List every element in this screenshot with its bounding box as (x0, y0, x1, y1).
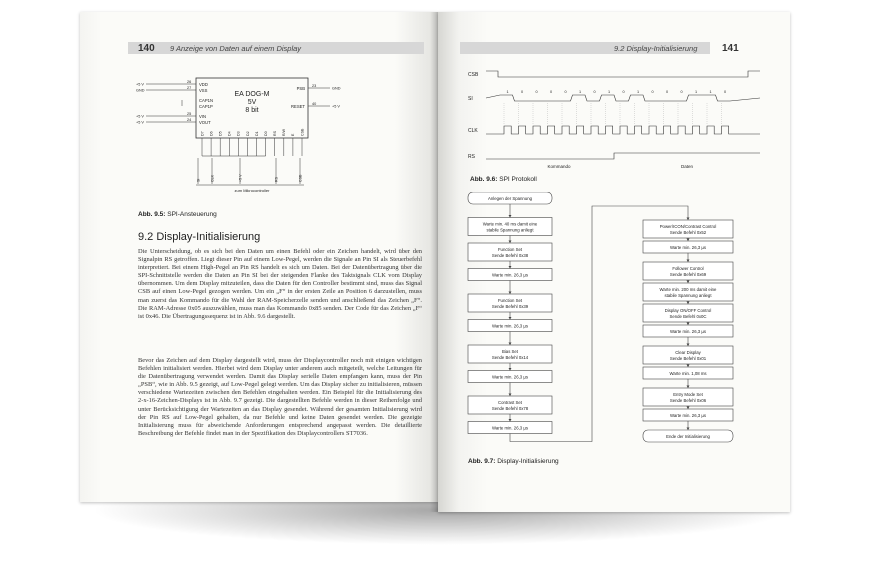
flow-right-arrowhead (687, 344, 690, 347)
pin-label: E (291, 133, 296, 136)
flow-left-arrowhead (509, 368, 512, 371)
signal-label: CLK (210, 175, 215, 182)
flow-right-text: Power/ICON/Contrast Control (659, 224, 717, 229)
figure-caption-9-6: Abb. 9.6: SPI Protokoll (470, 176, 537, 183)
flow-right-text: Follower Control (672, 266, 704, 271)
flow-left-arrowhead (509, 394, 512, 397)
right-page (438, 12, 790, 512)
net-label: GND (136, 88, 145, 93)
pin-label: D4 (227, 131, 232, 136)
pin-label: VDD (199, 82, 208, 87)
flow-left-text: Sende Befehl 0x78 (491, 406, 529, 411)
flow-right-box (643, 346, 733, 364)
flow-right-text: Warte min. 200 ms damit eine (659, 287, 717, 292)
flow-left-text: Anlegen der Spannung (488, 196, 532, 201)
flow-left-box (468, 218, 552, 236)
flow-connector-arrowhead (687, 218, 690, 221)
bit-label: 0 (651, 90, 654, 94)
chip-label: 8 bit (245, 107, 259, 114)
pin-label: D1 (254, 131, 259, 136)
flow-right-box (643, 262, 733, 280)
net-label: +5 V (136, 82, 144, 87)
controller-label: zum Mikrocontroller (234, 188, 270, 193)
flow-right-text: Ende der Initialisierung (666, 434, 710, 439)
flow-right-arrowhead (687, 281, 690, 284)
figure-caption: Abb. 9.5: SPI-Ansteuerung (138, 211, 217, 218)
pin-number: 26 (187, 80, 192, 84)
phase-label: Kommando (547, 164, 571, 169)
bit-label: 1 (637, 90, 640, 94)
bit-label: 0 (535, 90, 538, 94)
flow-left-text: Warte min. 26,3 µs (492, 272, 528, 278)
pin-label: VOUT (199, 120, 211, 125)
flow-left-text: Warte min. 26,3 µs (492, 425, 528, 431)
pin-label: D7 (200, 131, 205, 136)
pin-number: 25 (187, 112, 192, 116)
flow-left-text: Bias Set (501, 349, 519, 354)
figure-caption-9-7: Abb. 9.7: Display-Initialisierung (468, 458, 559, 465)
flow-left-text: Warte min. 40 ms damit eine (482, 221, 538, 227)
signal-label: +5 V (238, 174, 243, 182)
bit-label: 1 (579, 90, 582, 94)
clk-trace (486, 126, 760, 134)
bit-label: 0 (593, 90, 596, 94)
flow-right-text: Warte min. 26,3 µs (670, 413, 706, 418)
pin-number: 23 (312, 84, 317, 88)
flow-left-text: Contrast Set (498, 400, 522, 405)
pin-label: VSS (199, 88, 208, 93)
chip-label: 5V (247, 99, 257, 106)
paragraph-2: Bevor das Zeichen auf dem Display dargestellt wird, muss der Displaycontroller noch mit einigen wichtigen Befehlen initialisiert werden. Hierbei wird dem Display unter anderem auch mitgeteilt, welche Leitungen für die Datenübertragung verwendet werden. Damit das Display serielle Daten empfangen kann, muss der Pin „PSB“, wie in Abb. 9.5 gezeigt, auf Low-Pegel gelegt werden. Um das Display sicher zu initialisieren, müssen verschiedene Wartezeiten zwischen den Befehlen eingehalten werden. Ein Beispiel für die Initialisierung des 2-x-16-Zeichen-Displays ist in Abb. 9.7 gezeigt. Die dargestellten Befehle werden in dieser Reihenfolge und unter Berücksichtigung der Wartezeiten an das Display gesendet. Während der gesamten Initialisierung wird der Pin RS auf Low-Pegel gehalten, da nur Befehle und keine Daten gesendet werden. Die gezeigte Initialisierung muss für abweichende Anforderungen entsprechend angepasst werden. Die detaillierte Beschreibung der Befehle findet man in der Spezifikation des Displaycontrollers ST7036. (138, 357, 422, 437)
flow-right-box (643, 304, 733, 322)
flow-left-arrowhead (509, 317, 512, 320)
net-label: GND (332, 86, 341, 91)
flow-right-text: Sende Befehl 0x01 (669, 356, 707, 361)
bit-label: 1 (608, 90, 611, 94)
page-number: 141 (722, 43, 739, 54)
signal-label: RS (274, 177, 279, 182)
flow-left-arrowhead (509, 266, 512, 269)
flow-left-arrowhead (509, 419, 512, 422)
bit-label: 1 (709, 90, 712, 94)
init-flowchart (462, 192, 762, 454)
pin-number: 24 (187, 118, 192, 122)
bit-label: 0 (550, 90, 553, 94)
bit-label: 0 (724, 90, 727, 94)
flow-right-text: Display ON/OFF Control (664, 308, 712, 313)
flow-left-text: Function Set (497, 247, 523, 252)
bit-label: 0 (622, 90, 625, 94)
flow-left-box (468, 294, 552, 312)
flow-right-text: stabile Spannung anliegt (664, 293, 712, 298)
signal-name: RS (468, 154, 475, 160)
pin-label: VIN (199, 114, 206, 119)
flow-right-text: Clear Display (675, 350, 701, 355)
flow-left-box (468, 396, 552, 414)
flow-left-text: Sende Befehl 0x14 (491, 355, 529, 360)
flow-right-text: Warte min. 26,3 µs (670, 329, 706, 334)
flow-left-box (468, 345, 552, 363)
pin-label: RESET (291, 104, 305, 109)
signal-label: CSB (298, 174, 303, 182)
signal-name: CLK (468, 128, 478, 134)
flow-right-arrowhead (687, 365, 690, 368)
bit-label: 1 (506, 90, 509, 94)
flow-right-text: Warte min. 26,3 µs (670, 245, 706, 250)
signal-name: SI (468, 96, 473, 102)
pin-label: D6 (209, 131, 214, 136)
flow-right-text: Sende Befehl 0x06 (669, 398, 707, 403)
pin-label: CAP1P (199, 104, 213, 109)
net-label: +5 V (136, 120, 144, 125)
bit-label: 0 (666, 90, 669, 94)
flow-left-arrowhead (509, 343, 512, 346)
spi-timing-diagram (468, 68, 768, 172)
bit-label: 0 (564, 90, 567, 94)
flow-right-arrowhead (687, 407, 690, 410)
page-number: 140 (138, 43, 155, 54)
flow-right-box (643, 283, 733, 301)
flow-left-arrowhead (509, 215, 512, 218)
flow-right-arrowhead (687, 239, 690, 242)
running-head: 9 Anzeige von Daten auf einem Display (170, 44, 302, 53)
bit-label: 0 (521, 90, 524, 94)
rs-trace (486, 153, 760, 159)
flow-left-box (468, 243, 552, 261)
pin-label: CAP1N (199, 98, 213, 103)
flow-right-arrowhead (687, 260, 690, 263)
circuit-diagram (136, 64, 366, 206)
chip-label: EA DOG-M (234, 91, 270, 98)
flow-left-text: Warte min. 26,3 µs (492, 323, 528, 329)
flow-right-text: Sende Befehl 0x69 (669, 272, 707, 277)
flow-left-text: Function Set (497, 298, 523, 303)
flow-right-text: Sende Befehl 0x52 (669, 230, 707, 235)
left-page (80, 12, 438, 502)
pin-label: PSB (296, 86, 305, 91)
flow-right-arrowhead (687, 428, 690, 431)
flow-left-text: Warte min. 26,3 µs (492, 374, 528, 380)
flow-left-text: stabile Spannung anliegt (486, 227, 534, 233)
flow-right-text: Warte min. 1,08 ms (669, 371, 707, 376)
signal-name: CSB (468, 72, 479, 78)
pin-label: RS (273, 131, 278, 136)
flow-right-box (643, 220, 733, 238)
flow-right-text: Sende Befehl 0x0C (669, 314, 707, 319)
csb-trace (486, 71, 760, 77)
pin-label: D0 (263, 131, 268, 136)
net-label: +5 V (332, 104, 340, 109)
signal-label: SI (196, 178, 201, 182)
running-head: 9.2 Display-Initialisierung (614, 44, 698, 53)
paragraph-1: Die Unterscheidung, ob es sich bei den Daten um einen Befehl oder ein Zeichen handelt, wird über den Signalpin RS getroffen. Liegt dieser Pin auf einem Low-Pegel, werden die Signale an Pin SI als Steuerbefehl interpretiert. Bei einem High-Pegel an Pin RS handelt es sich um Daten. Bei der Datenübertragung über die SPI-Schnittstelle werden die Daten an Pin SI bei der steigenden Flanke des Taktsignals CLK vom Display übernommen. Um dem Display mitzuteilen, dass die Daten für den Controller bestimmt sind, muss das Signal CSB auf einen Low-Pegel gezogen werden. Um ein „F“ in der ersten Zeile an Position 6 darzustellen, muss man zuerst das Kommando für die Wahl der RAM-Speicherzelle senden und anschließend das Zeichen „F“. Die RAM-Adresse 0x05 auszuwählen, muss man das Kommando 0x85 senden. Der Code für das Zeichen „F“ ist 0x46. Die Übertragungssequenz ist in Abb. 9.6 dargestellt. (138, 248, 422, 320)
pin-label: R/W (282, 129, 287, 136)
net-label: +5 V (136, 114, 144, 119)
flow-left-text: Sende Befehl 0x38 (491, 253, 529, 258)
bit-label: 0 (680, 90, 683, 94)
flow-left-arrowhead (509, 292, 512, 295)
pin-label: CSB (300, 128, 305, 136)
phase-label: Daten (680, 164, 694, 169)
flow-right-arrowhead (687, 386, 690, 389)
si-trace (486, 95, 760, 101)
flow-right-text: Entry Mode Set (673, 392, 703, 397)
pin-number: 27 (187, 86, 192, 90)
pin-label: D5 (218, 131, 223, 136)
pin-label: D2 (245, 131, 250, 136)
pin-number: 40 (312, 102, 317, 106)
flow-right-arrowhead (687, 302, 690, 305)
bit-label: 1 (695, 90, 698, 94)
pin-label: D3 (236, 131, 241, 136)
flow-right-arrowhead (687, 323, 690, 326)
flow-left-text: Sende Befehl 0x39 (491, 304, 529, 309)
flow-right-box (643, 388, 733, 406)
flow-left-arrowhead (509, 241, 512, 244)
section-heading: 9.2 Display-Initialisierung (138, 231, 261, 243)
